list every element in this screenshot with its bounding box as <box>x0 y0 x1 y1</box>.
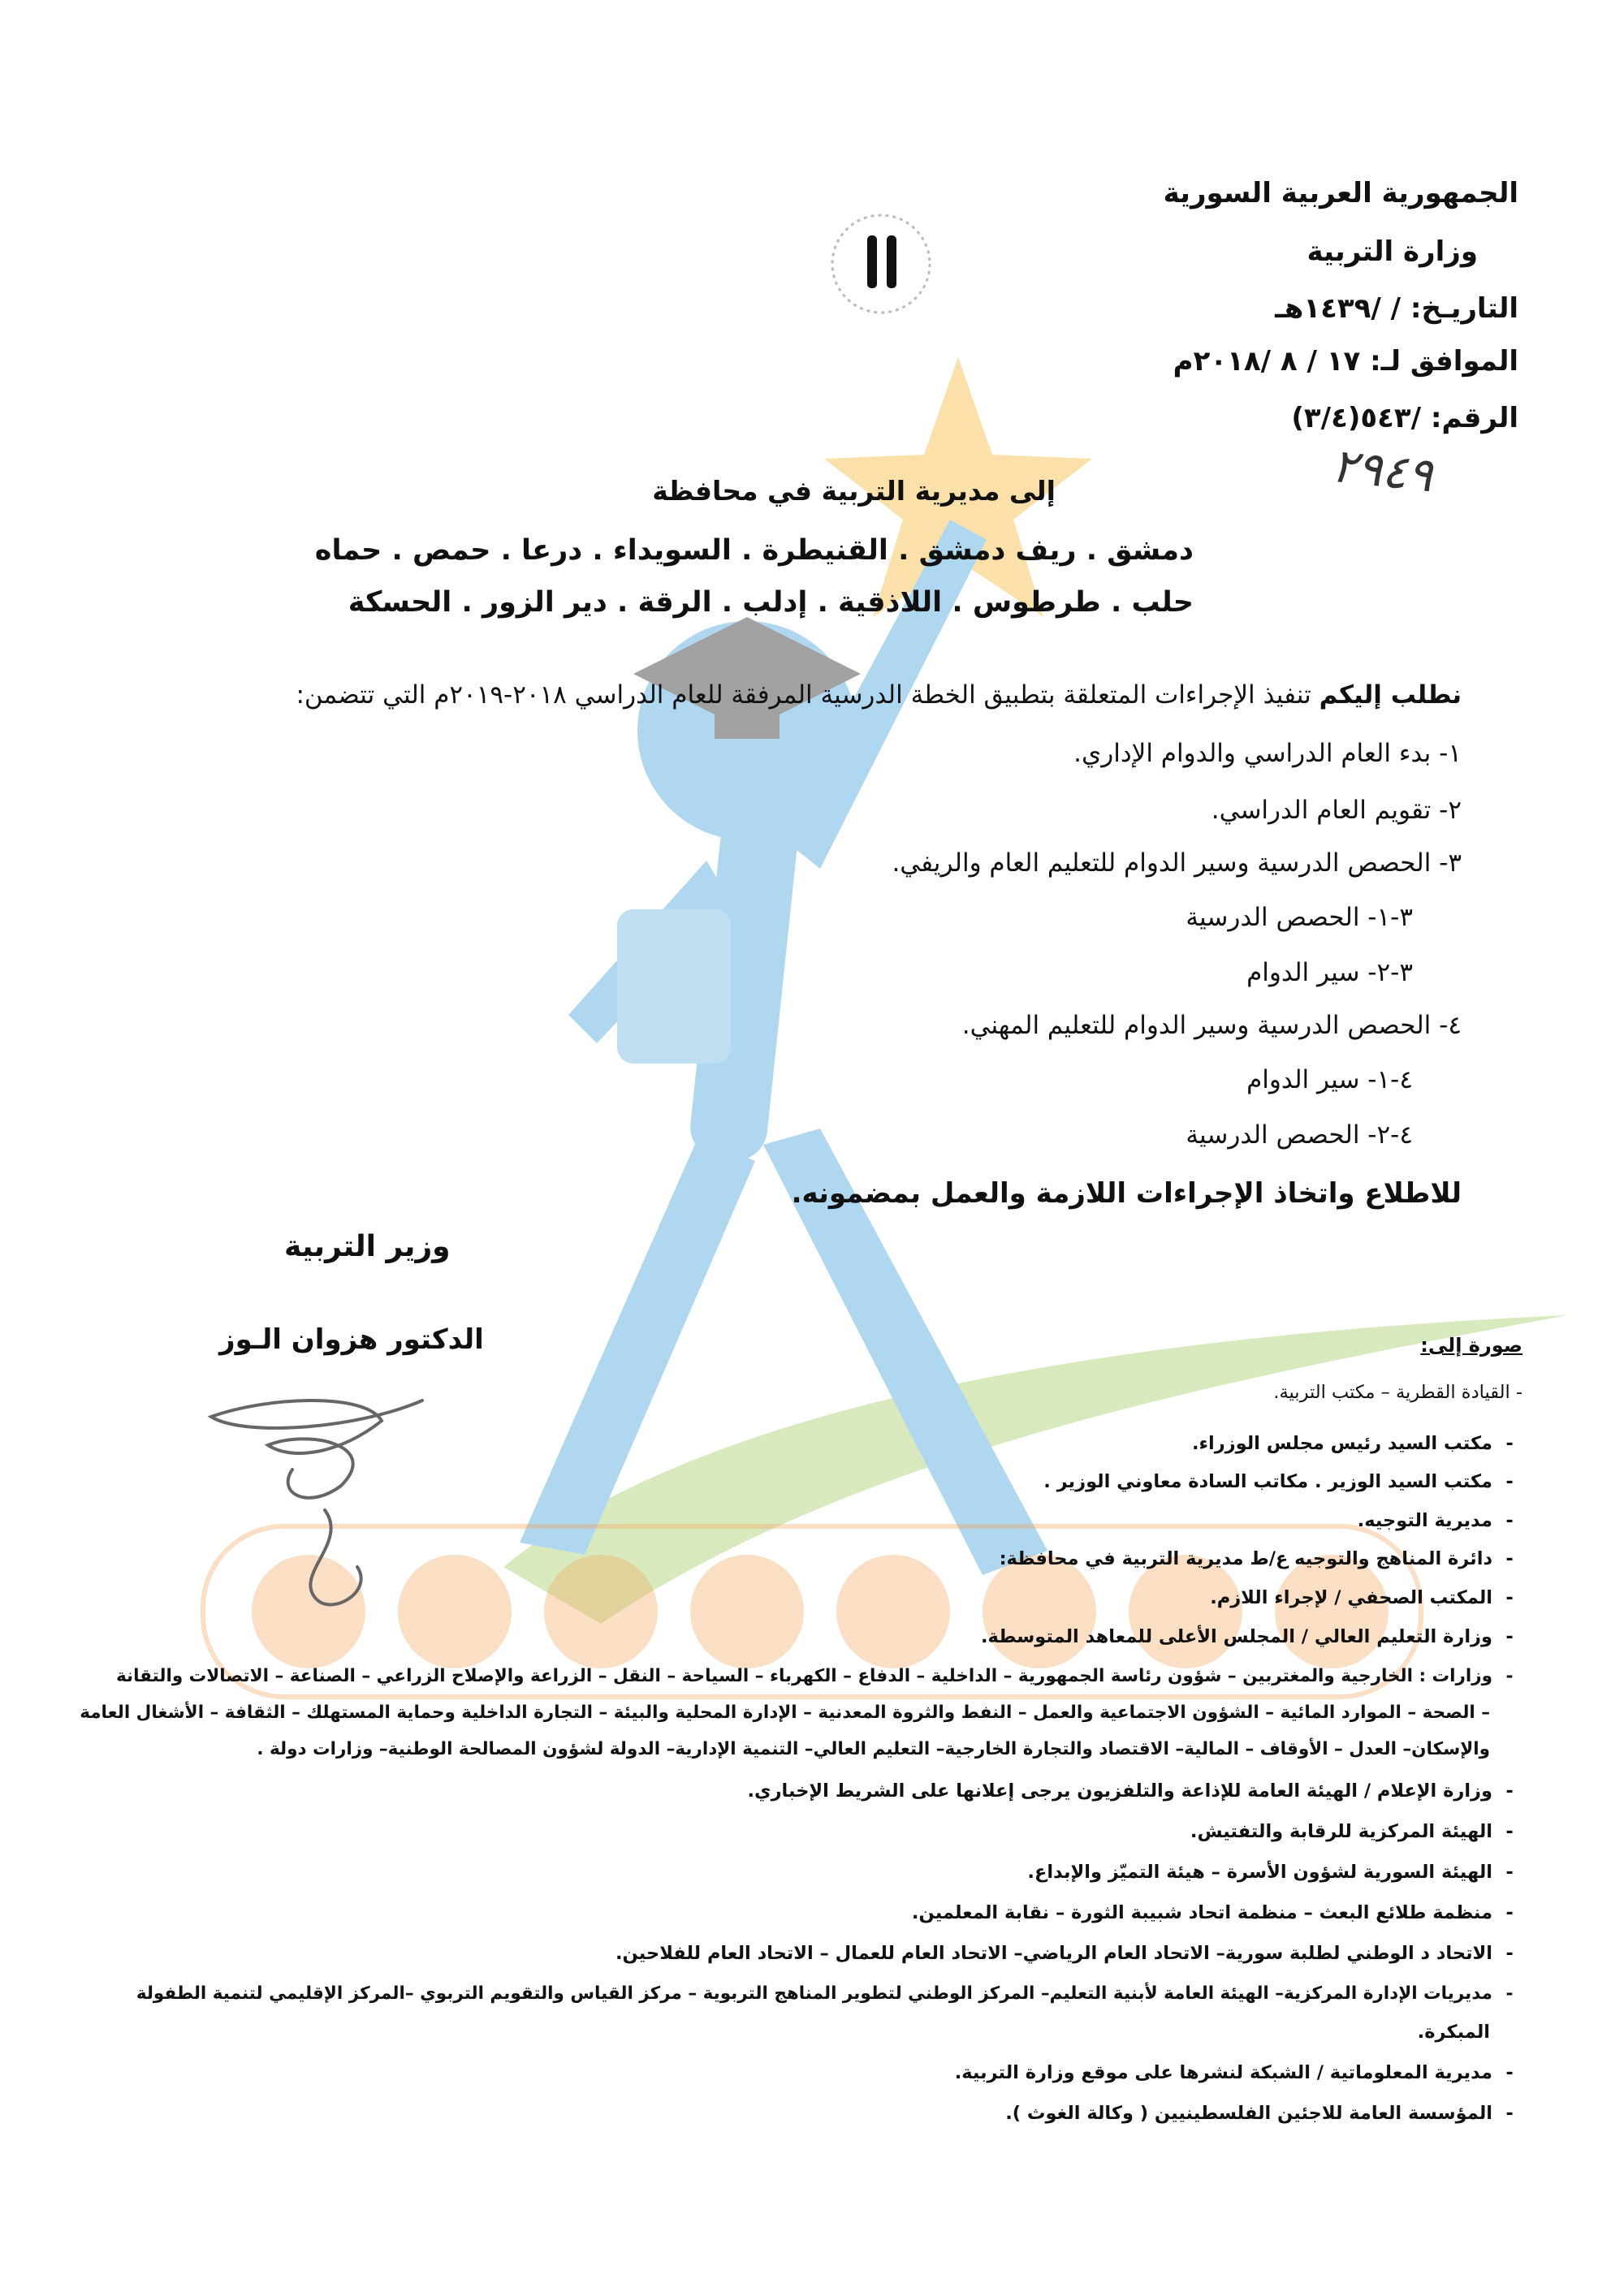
signature-name: الدكتور هزوان الـوز <box>219 1323 484 1356</box>
body-closing: للاطلاع واتخاذ الإجراءات اللازمة والعمل بمضمونه. <box>791 1177 1462 1210</box>
cc-item: -وزارة الإعلام / الهيئة العامة للإذاعة والتلفزيون يرجى إعلانها على الشريط الإخباري. <box>747 1780 1514 1802</box>
header-date-hijri: التاريـخ: / /١٤٣٩هـ <box>1275 292 1518 325</box>
emblem-icon <box>832 215 930 313</box>
cc-item: -مكتب السيد الوزير . مكاتب السادة معاوني الوزير . <box>1043 1471 1514 1492</box>
cc-heading: صورة إلى: <box>1420 1334 1522 1357</box>
body-intro-rest: تنفيذ الإجراءات المتعلقة بتطبيق الخطة الدرسية المرفقة للعام الدراسي ٢٠١٨-٢٠١٩م التي تتضمن: <box>296 680 1311 710</box>
body-intro-bold: نطلب إليكم <box>1319 680 1462 710</box>
plan-item: ٤- الحصص الدرسية وسير الدوام للتعليم المهني. <box>961 1011 1462 1040</box>
cc-item-continuation: – الصحة – الموارد المائية – الشؤون الاجتماعية والعمل – النفط والثروة المعدنية – الإدارة المحلية والبيئة – التجارة الداخلية وحماية المستهلك – الثقافة – الأشغال العامة <box>80 1703 1490 1723</box>
cc-item: -الهيئة السورية لشؤون الأسرة – هيئة التميّز والإبداع. <box>1027 1862 1514 1883</box>
plan-subitem: ٣-٢- سير الدوام <box>1246 958 1413 987</box>
handwritten-number: ٢٩٤٩ <box>1328 437 1436 503</box>
cc-item: -المكتب الصحفي / لإجراء اللازم. <box>1210 1587 1514 1608</box>
header-reference: الرقم: /٥٤٣(٣/٤) <box>1291 402 1518 434</box>
cc-item: -المؤسسة العامة للاجئين الفلسطينيين ( وكالة الغوث ). <box>1005 2103 1514 2124</box>
header-ministry: وزارة التربية <box>1307 235 1478 268</box>
plan-item: ٣- الحصص الدرسية وسير الدوام للتعليم العام والريفي. <box>892 848 1462 878</box>
cc-item: -مديريات الإدارة المركزية– الهيئة العامة لأبنية التعليم– المركز الوطني لتطوير المناهج التربوية – مركز القياس والتقويم التربوي –المركز الإقليمي لتنمية الطفولة <box>136 1983 1514 2004</box>
header-country: الجمهورية العربية السورية <box>1163 177 1518 209</box>
plan-subitem: ٣-١- الحصص الدرسية <box>1186 903 1413 932</box>
body-intro <box>296 680 1462 710</box>
cc-item: -دائرة المناهج والتوجيه ع/ط مديرية التربية في محافظة: <box>999 1548 1514 1569</box>
cc-item: -الاتحاد د الوطني لطلبة سورية– الاتحاد العام الرياضي– الاتحاد العام للعمال – الاتحاد العام للفلاحين. <box>615 1943 1514 1964</box>
cc-item: -وزارات : الخارجية والمغتربين – شؤون رئاسة الجمهورية – الداخلية – الدفاع – الكهرباء – السياحة – النقل – الزراعة والإصلاح الزراعي – الصناعة – الاتصالات والتقانة <box>115 1666 1514 1686</box>
cc-item: -الهيئة المركزية للرقابة والتفتيش. <box>1190 1821 1514 1842</box>
cc-item: - القيادة القطرية – مكتب التربية. <box>1273 1382 1522 1403</box>
plan-subitem: ٤-٢- الحصص الدرسية <box>1186 1120 1413 1150</box>
signature-title: وزير التربية <box>284 1230 451 1263</box>
cc-item-continuation: والإسكان– العدل – الأوقاف – المالية– الاقتصاد والتجارة الخارجية– التعليم العالي– التنمية الإدارية– الدولة لشؤون المصالحة الوطنية– وزارات دولة . <box>257 1739 1490 1759</box>
plan-item: ٢- تقويم العام الدراسي. <box>1211 796 1462 825</box>
addressee-line-1: دمشق . ريف دمشق . القنيطرة . السويداء . درعا . حمص . حماه <box>314 534 1194 567</box>
cc-item: -مديرية المعلوماتية / الشبكة لنشرها على موقع وزارة التربية. <box>954 2062 1514 2083</box>
cc-item: -مكتب السيد رئيس مجلس الوزراء. <box>1191 1433 1514 1454</box>
cc-item: -وزارة التعليم العالي / المجلس الأعلى للمعاهد المتوسطة. <box>981 1626 1514 1647</box>
cc-item: -مديرية التوجيه. <box>1357 1510 1514 1531</box>
plan-subitem: ٤-١- سير الدوام <box>1246 1065 1413 1094</box>
addressee-title: إلى مديرية التربية في محافظة <box>652 475 1056 507</box>
cc-item-continuation: المبكرة. <box>1417 2022 1490 2043</box>
cc-item: -منظمة طلائع البعث – منظمة اتحاد شبيبة الثورة – نقابة المعلمين. <box>911 1902 1514 1923</box>
header-date-gregorian: الموافق لـ: ١٧ / ٨ /٢٠١٨م <box>1173 345 1518 378</box>
plan-item: ١- بدء العام الدراسي والدوام الإداري. <box>1073 739 1462 768</box>
addressee-line-2: حلب . طرطوس . اللاذقية . إدلب . الرقة . دير الزور . الحسكة <box>348 586 1194 619</box>
